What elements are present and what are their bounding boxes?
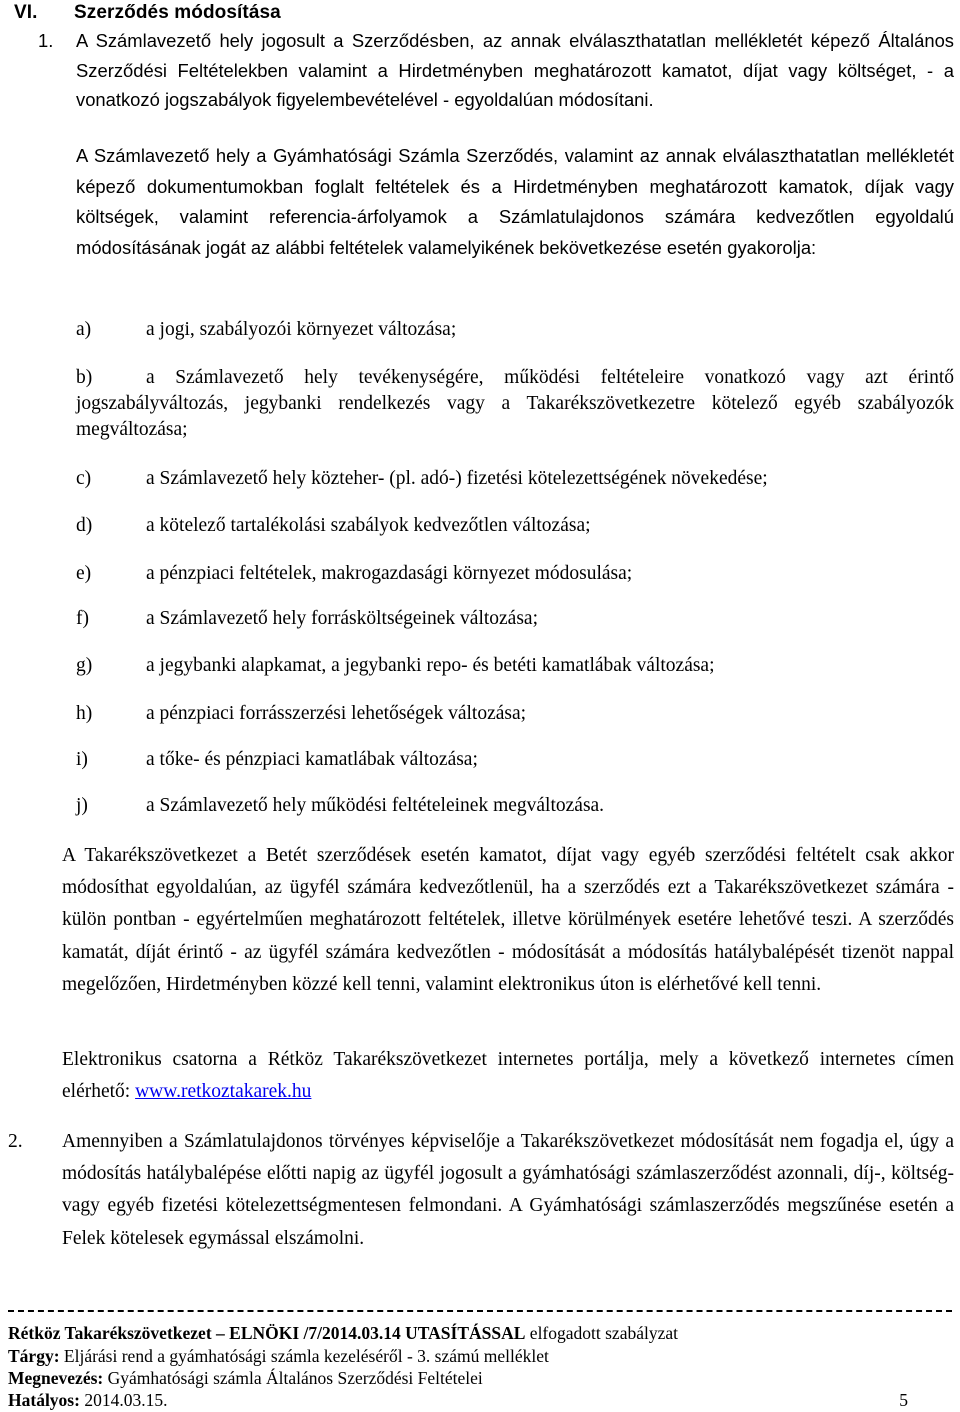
list-item-text: a pénzpiaci forrásszerzési lehetőségek változása; [146,703,527,724]
footer-line-2-rest: Eljárási rend a gyámhatósági számla kezeléséről - 3. számú melléklet [59,1346,549,1366]
list-item-label: a) [76,319,92,340]
page-number: 5 [899,1390,908,1410]
paragraph-1 [38,26,954,115]
list-item-h [76,701,954,727]
list-item-label: b) [76,367,93,388]
footer-line-1-rest: elfogadott szabályzat [525,1323,678,1343]
list-item-text: a Számlavezető hely működési feltételeinek megváltozása. [146,795,605,816]
list-item-g [76,653,954,679]
list-item-c [76,466,954,492]
section-heading [14,2,281,24]
list-item-label: f) [76,608,89,629]
paragraph-4 [62,1044,954,1108]
list-item-text: a pénzpiaci feltételek, makrogazdasági környezet módosulása; [146,563,633,584]
footer-line-3-bold: Megnevezés: [8,1368,104,1388]
section-number: VI. [14,2,38,23]
paragraph-3-text: A Takarékszövetkezet a Betét szerződések esetén kamatot, díjat vagy egyéb szerződési feltételt csak akkor módosíthat egyoldalúan, az ügyfél számára kedvezőtlenül, ha a szerződés ezt a Takarékszövetkezet számára - külön pontban - egyértelműen meghatározott feltételek, illetve körülmények esetére lehetővé teszi. A szerződés kamatát, díját érintő - az ügyfél számára kedvezőtlen - módosítását a módosítás hatálybalépését tizenöt nappal megelőzően, Hirdetményben közzé kell tenni, valamint elektronikus úton is elérhetővé kell tenni. [62,845,954,995]
footer-line-3-rest: Gyámhatósági számla Általános Szerződési Feltételei [103,1368,483,1388]
paragraph-5-number: 2. [8,1131,23,1152]
list-item-a [76,317,954,343]
list-item-text: a Számlavezető hely tevékenységére, működési feltételeire vonatkozó vagy azt érintő jogszabályváltozás, jegybanki rendelkezés vagy a Takarékszövetkezetre kötelező egyéb szabályozók megváltozása; [76,367,954,440]
paragraph-2 [76,141,954,263]
list-item-i [76,747,954,773]
list-item-text: a jogi, szabályozói környezet változása; [146,319,457,340]
footer-line-4 [8,1389,952,1411]
footer-line-3 [8,1367,952,1389]
list-item-b [76,365,954,443]
paragraph-5-text: Amennyiben a Számlatulajdonos törvényes képviselője a Takarékszövetkezet módosítását nem fogadja el, úgy a módosítás hatálybalépése előtti napig az ügyfél jogosult a gyámhatósági számlaszerződést azonnali, díj-, költség- vagy egyéb fizetési kötelezettségmentesen felmondani. A Gyámhatósági számlaszerződés megszűnése esetén a Felek kötelesek egymással elszámolni. [62,1131,954,1249]
paragraph-2-text: A Számlavezető hely a Gyámhatósági Számla Szerződés, valamint az annak elválaszthatatlan mellékletét képező dokumentumokban foglalt feltételek és a Hirdetményben meghatározott kamatok, díjak vagy költségek, valamint referencia-árfolyamok a Számlatulajdonos számára kedvezőtlen egyoldalú módosításának jogát az alábbi feltételek valamelyikének bekövetkezése esetén gyakorolja: [76,145,954,258]
website-link[interactable]: www.retkoztakarek.hu [135,1081,312,1103]
list-item-label: c) [76,468,92,489]
footer-line-4-rest: 2014.03.15. [79,1390,168,1410]
list-item-text: a tőke- és pénzpiaci kamatlábak változása; [146,749,478,770]
list-item-label: h) [76,703,93,724]
list-item-label: i) [76,749,88,770]
footer-line-2 [8,1345,952,1367]
footer-line-4-bold: Hatályos: [8,1390,80,1410]
footer-divider [8,1310,952,1312]
list-item-f [76,606,954,632]
footer-line-1 [8,1322,952,1344]
list-item-j [76,793,954,819]
list-item-text: a kötelező tartalékolási szabályok kedvezőtlen változása; [146,515,591,536]
list-item-text: a jegybanki alapkamat, a jegybanki repo- és betéti kamatlábak változása; [146,655,715,676]
paragraph-4-text: Elektronikus csatorna a Rétköz Takarékszövetkezet internetes portálja, mely a következő internetes címen elérhető: [62,1049,954,1103]
footer-line-1-bold: Rétköz Takarékszövetkezet – ELNÖKI /7/2014.03.14 UTASÍTÁSSAL [8,1323,526,1343]
list-item-label: e) [76,563,92,584]
paragraph-1-number: 1. [38,30,54,51]
list-item-e [76,561,954,587]
list-item-label: j) [76,795,88,816]
list-item-d [76,513,954,539]
paragraph-3 [62,840,954,1001]
footer-line-2-bold: Tárgy: [8,1346,60,1366]
section-title: Szerződés módosítása [74,2,281,23]
paragraph-5 [8,1126,954,1255]
list-item-text: a Számlavezető hely forrásköltségeinek változása; [146,608,538,629]
list-item-label: g) [76,655,93,676]
list-item-label: d) [76,515,93,536]
list-item-text: a Számlavezető hely közteher- (pl. adó-) fizetési kötelezettségének növekedése; [146,468,768,489]
paragraph-1-text: A Számlavezető hely jogosult a Szerződésben, az annak elválaszthatatlan mellékletét képező Általános Szerződési Feltételekben valamint a Hirdetményben meghatározott kamatot, díjat vagy költséget, - a vonatkozó jogszabályok figyelembevételével - egyoldalúan módosítani. [76,30,954,110]
